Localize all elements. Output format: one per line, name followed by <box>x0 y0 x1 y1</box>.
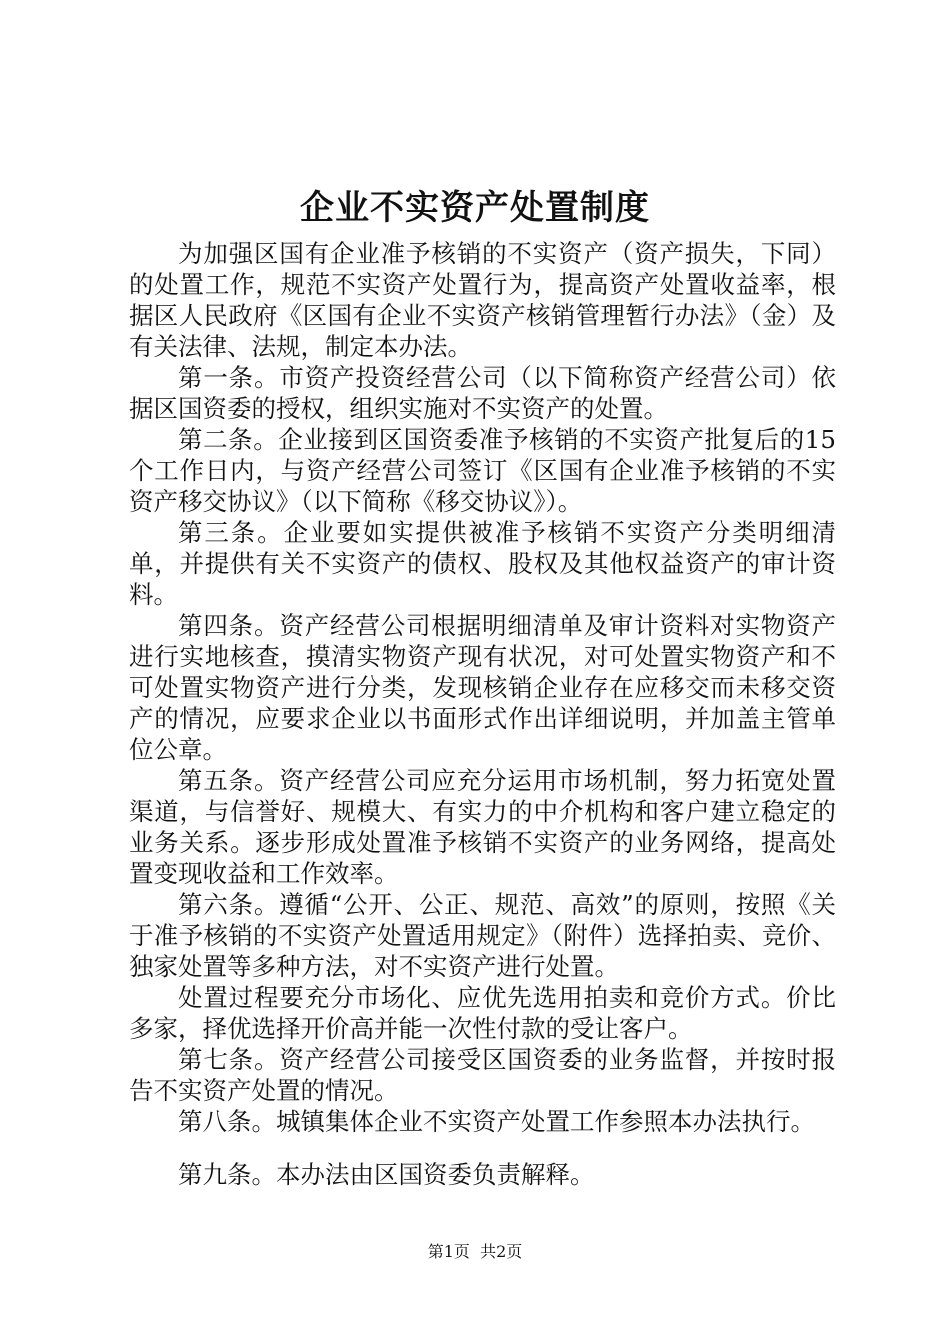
paragraph-article-4: 第四条。资产经营公司根据明细清单及审计资料对实物资产进行实地核查，摸清实物资产现有状况，对可处置实物资产和不可处置实物资产进行分类，发现核销企业存在应移交而未移交资产的情况，应要求企业以书面形式作出详细说明，并加盖主管单位公章。 <box>129 611 836 764</box>
document-body <box>129 238 836 1190</box>
paragraph-article-2: 第二条。企业接到区国资委准予核销的不实资产批复后的15个工作日内，与资产经营公司签订《区国有企业准予核销的不实资产移交协议》（以下简称《移交协议》）。 <box>129 425 836 516</box>
paragraph-article-7: 第七条。资产经营公司接受区国资委的业务监督，并按时报告不实资产处置的情况。 <box>129 1045 836 1105</box>
paragraph-article-9: 第九条。本办法由区国资委负责解释。 <box>178 1160 595 1189</box>
page-footer <box>0 1242 950 1262</box>
paragraph-article-6: 第六条。遵循“公开、公正、规范、高效”的原则，按照《关于准予核销的不实资产处置适用规定》（附件）选择拍卖、竞价、独家处置等多种方法，对不实资产进行处置。 <box>129 890 836 981</box>
paragraph-article-6-note: 处置过程要充分市场化、应优先选用拍卖和竞价方式。价比多家，择优选择开价高并能一次性付款的受让客户。 <box>129 983 836 1043</box>
document-title: 企业不实资产处置制度 <box>300 188 650 228</box>
paragraph-article-5: 第五条。资产经营公司应充分运用市场机制，努力拓宽处置渠道，与信誉好、规模大、有实力的中介机构和客户建立稳定的业务关系。逐步形成处置准予核销不实资产的业务网络，提高处置变现收益和工作效率。 <box>129 766 836 888</box>
paragraph-article-3: 第三条。企业要如实提供被准予核销不实资产分类明细清单，并提供有关不实资产的债权、股权及其他权益资产的审计资料。 <box>129 518 836 609</box>
paragraph-article-8: 第八条。城镇集体企业不实资产处置工作参照本办法执行。 <box>178 1107 815 1136</box>
paragraph-article-1: 第一条。市资产投资经营公司（以下简称资产经营公司）依据区国资委的授权，组织实施对不实资产的处置。 <box>129 363 836 423</box>
page-number: 第1页 <box>427 1242 470 1261</box>
paragraph-intro: 为加强区国有企业准予核销的不实资产（资产损失，下同）的处置工作，规范不实资产处置行为，提高资产处置收益率，根据区人民政府《区国有企业不实资产核销管理暂行办法》（金）及有关法律、法规，制定本办法。 <box>129 239 836 361</box>
page-total: 共2页 <box>480 1242 523 1261</box>
